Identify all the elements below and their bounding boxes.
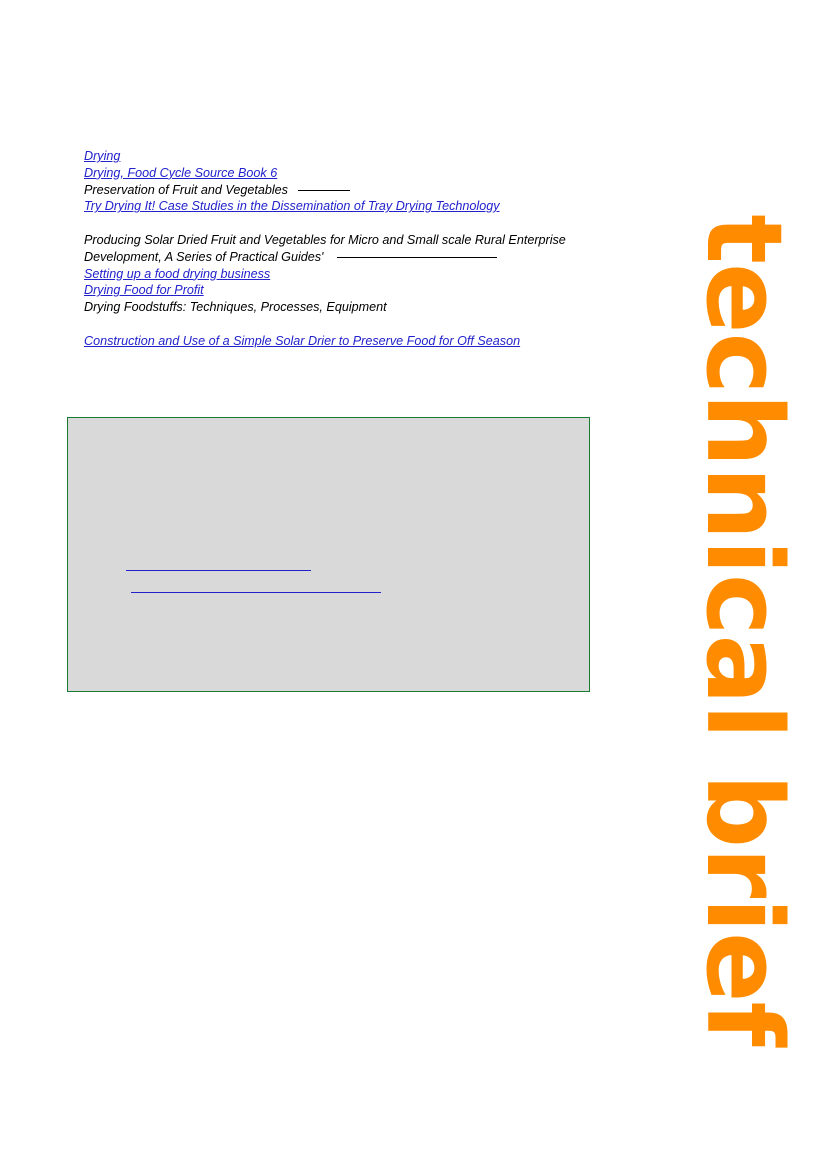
reference-link[interactable]: Setting up a food drying business <box>84 266 271 281</box>
reference-spacer <box>84 215 604 232</box>
reference-item <box>84 232 604 249</box>
reference-list <box>84 148 604 350</box>
reference-link[interactable]: Drying, Food Cycle Source Book 6 <box>84 165 278 180</box>
reference-item[interactable] <box>84 282 604 299</box>
reference-item <box>84 249 604 266</box>
masthead-title: technical brief <box>683 214 805 1046</box>
reference-text: Preservation of Fruit and Vegetables <box>84 182 288 197</box>
reference-item[interactable] <box>84 165 604 182</box>
reference-item <box>84 299 604 316</box>
reference-text: Drying Foodstuffs: Techniques, Processes, Equipment <box>84 300 387 315</box>
reference-link[interactable]: Drying <box>84 149 121 163</box>
reference-item[interactable] <box>84 333 604 350</box>
info-box-link-1[interactable] <box>126 556 311 571</box>
reference-text: Development, A Series of Practical Guides' <box>84 249 324 264</box>
masthead <box>679 150 809 1110</box>
info-box-link-2[interactable] <box>131 578 381 593</box>
blank-rule <box>298 190 350 191</box>
reference-spacer <box>84 316 604 333</box>
reference-link[interactable]: Construction and Use of a Simple Solar Drier to Preserve Food for Off Season <box>84 333 521 348</box>
reference-item[interactable] <box>84 266 604 283</box>
reference-text: Producing Solar Dried Fruit and Vegetables for Micro and Small scale Rural Enterprise <box>84 232 566 247</box>
reference-item[interactable] <box>84 148 604 165</box>
reference-item[interactable] <box>84 198 604 215</box>
reference-link[interactable]: Try Drying It! Case Studies in the Dissemination of Tray Drying Technology <box>84 199 500 214</box>
reference-link[interactable]: Drying Food for Profit <box>84 283 204 298</box>
reference-item <box>84 182 604 199</box>
info-box <box>67 417 590 692</box>
blank-rule <box>337 257 497 258</box>
